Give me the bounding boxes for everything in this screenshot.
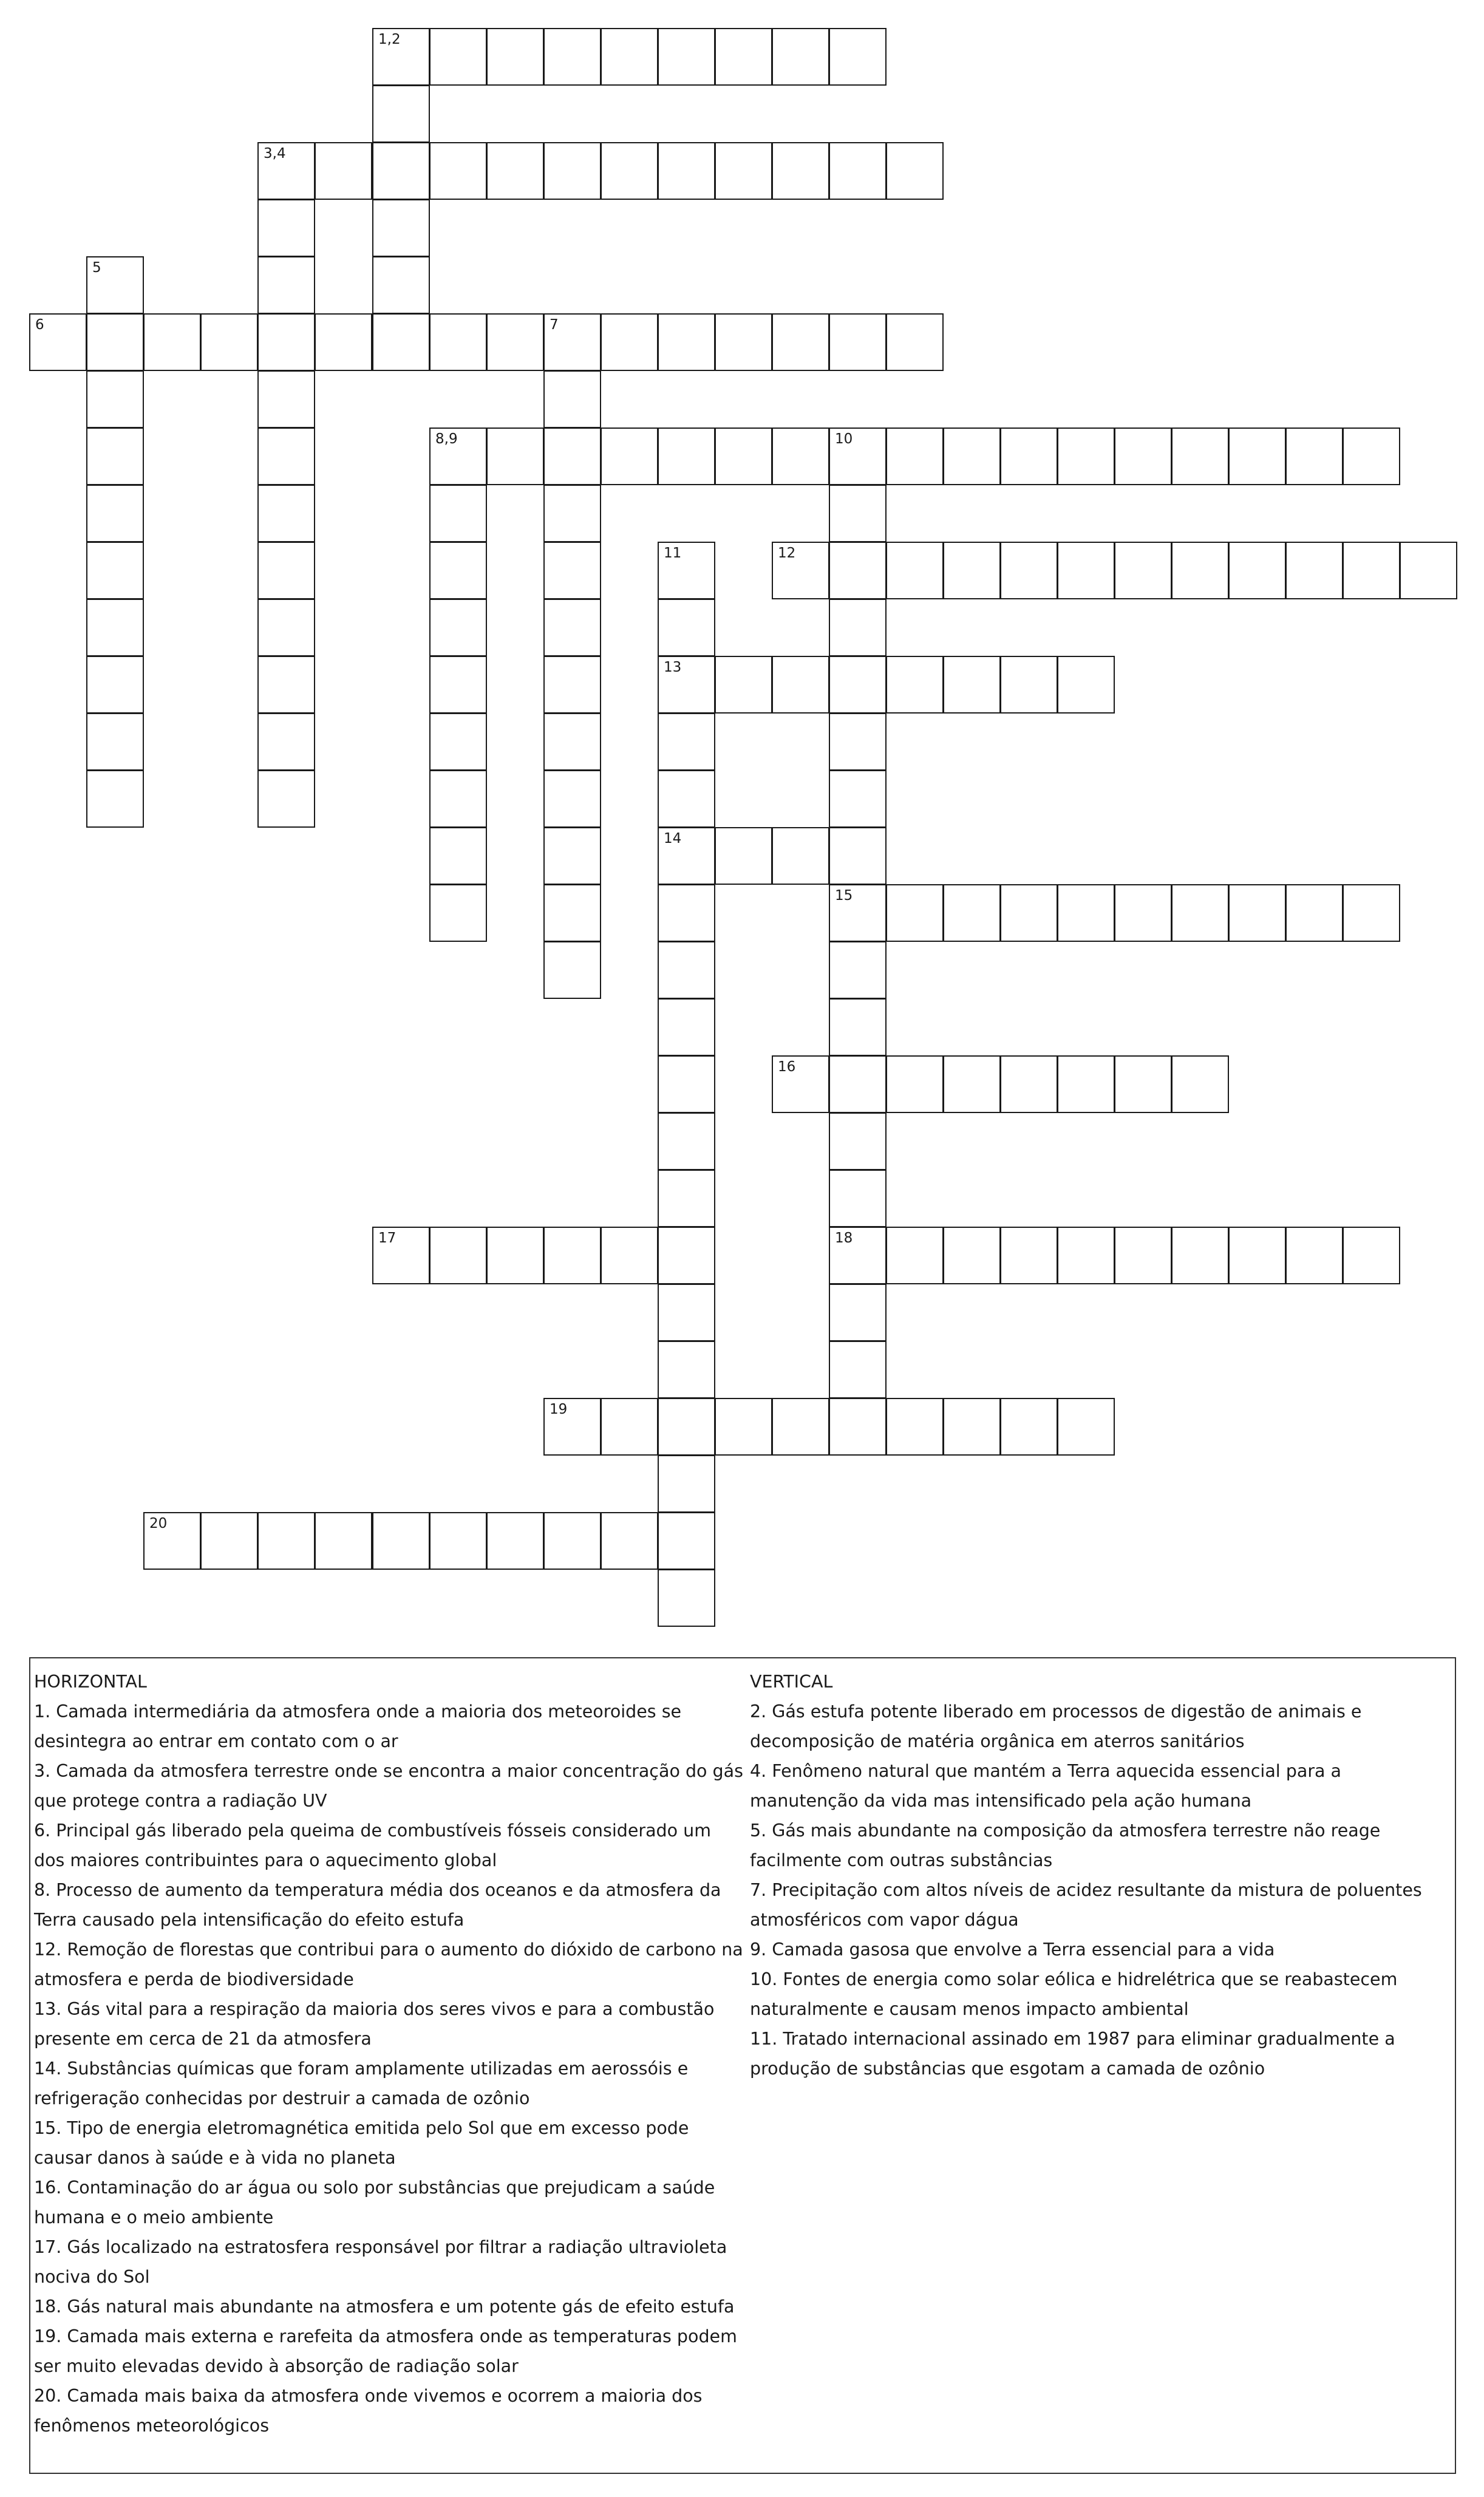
crossword-cell[interactable]: [772, 542, 829, 599]
across-heading: HORIZONTAL: [34, 1672, 147, 1692]
crossword-cell[interactable]: [715, 28, 772, 86]
crossword-cell[interactable]: [772, 1055, 829, 1113]
crossword-cell[interactable]: [257, 656, 315, 714]
crossword-cell[interactable]: [86, 313, 144, 371]
crossword-cell[interactable]: [601, 1227, 658, 1284]
crossword-cell[interactable]: [772, 1398, 829, 1456]
crossword-cell[interactable]: [543, 770, 601, 828]
crossword-cell[interactable]: [372, 1512, 430, 1570]
crossword-cell[interactable]: [1343, 1227, 1400, 1284]
across-clue: 18. Gás natural mais abundante na atmosfera e um potente gás de efeito estufa: [34, 2297, 735, 2317]
crossword-cell[interactable]: [429, 770, 487, 828]
crossword-cell[interactable]: [543, 941, 601, 999]
across-clue: 17. Gás localizado na estratosfera responsável por filtrar a radiação ultravioleta nociva do Sol: [34, 2237, 727, 2287]
crossword-cell[interactable]: [1171, 428, 1229, 485]
crossword-cell[interactable]: [1228, 428, 1286, 485]
crossword-cell[interactable]: [1000, 542, 1058, 599]
across-clue: 20. Camada mais baixa da atmosfera onde vivemos e ocorrem a maioria dos fenômenos meteorológicos: [34, 2386, 703, 2436]
down-clue: 11. Tratado internacional assinado em 1987 para eliminar gradualmente a produção de substâncias que esgotam a camada de ozônio: [750, 2029, 1395, 2079]
crossword-cell[interactable]: [1285, 1227, 1343, 1284]
crossword-cell[interactable]: [715, 142, 772, 200]
crossword-cell[interactable]: [429, 713, 487, 771]
crossword-cell[interactable]: [1285, 428, 1343, 485]
crossword-cell[interactable]: [829, 485, 887, 542]
crossword-cell[interactable]: [86, 770, 144, 828]
crossword-cell[interactable]: [658, 827, 715, 885]
crossword-cell[interactable]: [886, 1227, 944, 1284]
crossword-cell[interactable]: [372, 1227, 430, 1284]
crossword-cell[interactable]: [829, 542, 887, 599]
crossword-cell[interactable]: [429, 142, 487, 200]
crossword-cell[interactable]: [372, 313, 430, 371]
crossword-cell[interactable]: [772, 28, 829, 86]
down-clue: 5. Gás mais abundante na composição da atmosfera terrestre não reage facilmente com outras substâncias: [750, 1821, 1381, 1870]
crossword-cell[interactable]: [1000, 428, 1058, 485]
crossword-cell[interactable]: [829, 599, 887, 656]
down-clue: 10. Fontes de energia como solar eólica e hidrelétrica que se reabastecem naturalmente e causam menos impacto ambiental: [750, 1969, 1398, 2019]
crossword-cell[interactable]: [658, 941, 715, 999]
crossword-cell[interactable]: [315, 1512, 372, 1570]
crossword-cell[interactable]: [1400, 542, 1457, 599]
crossword-cell[interactable]: [829, 656, 887, 714]
crossword-cell[interactable]: [1171, 1227, 1229, 1284]
crossword-cell[interactable]: [829, 1112, 887, 1170]
crossword-cell[interactable]: [658, 1055, 715, 1113]
crossword-cell[interactable]: [429, 1512, 487, 1570]
across-clue: 12. Remoção de florestas que contribui para o aumento do dióxido de carbono na atmosfera e perda de biodiversidade: [34, 1940, 743, 1989]
crossword-cell[interactable]: [1114, 428, 1172, 485]
crossword-cell[interactable]: [829, 827, 887, 885]
crossword-cell[interactable]: [829, 428, 887, 485]
crossword-cell[interactable]: [658, 1512, 715, 1570]
crossword-cell[interactable]: [1228, 1227, 1286, 1284]
clue-number: 7: [550, 317, 559, 333]
clue-number: 12: [778, 545, 796, 561]
crossword-cell[interactable]: [86, 428, 144, 485]
crossword-cell[interactable]: [658, 428, 715, 485]
crossword-cell[interactable]: [486, 28, 544, 86]
crossword-cell[interactable]: [486, 142, 544, 200]
crossword-cell[interactable]: [658, 28, 715, 86]
across-clue: 14. Substâncias químicas que foram amplamente utilizadas em aerossóis e refrigeração conhecidas por destruir a camada de ozônio: [34, 2059, 689, 2108]
crossword-cell[interactable]: [658, 142, 715, 200]
crossword-cell[interactable]: [372, 85, 430, 143]
across-clue: 1. Camada intermediária da atmosfera onde a maioria dos meteoroides se desintegra ao entrar em contato com o ar: [34, 1702, 682, 1751]
crossword-cell[interactable]: [257, 142, 315, 200]
crossword-cell[interactable]: [658, 1455, 715, 1513]
crossword-cell[interactable]: [543, 1227, 601, 1284]
crossword-cell[interactable]: [86, 256, 144, 314]
crossword-cell[interactable]: [429, 485, 487, 542]
across-clue: 13. Gás vital para a respiração da maioria dos seres vivos e para a combustão presente em cerca de 21 da atmosfera: [34, 1999, 715, 2049]
crossword-cell[interactable]: [486, 428, 544, 485]
crossword-cell[interactable]: [601, 1512, 658, 1570]
across-clues: [34, 1667, 744, 2441]
crossword-cell[interactable]: [543, 656, 601, 714]
crossword-cell[interactable]: [658, 542, 715, 599]
crossword-cell[interactable]: [429, 313, 487, 371]
crossword-cell[interactable]: [1057, 1055, 1115, 1113]
crossword-cell[interactable]: [1000, 656, 1058, 714]
crossword-cell[interactable]: [257, 485, 315, 542]
crossword-cell[interactable]: [658, 713, 715, 771]
crossword-cell[interactable]: [486, 313, 544, 371]
crossword-cell[interactable]: [943, 1055, 1001, 1113]
crossword-cell[interactable]: [658, 1227, 715, 1284]
crossword-cell[interactable]: [715, 656, 772, 714]
crossword-cell[interactable]: [429, 542, 487, 599]
crossword-cell[interactable]: [1000, 1055, 1058, 1113]
clue-number: 17: [378, 1230, 397, 1246]
clue-number: 13: [664, 659, 682, 675]
crossword-cell[interactable]: [200, 1512, 258, 1570]
crossword-cell[interactable]: [29, 313, 87, 371]
crossword-cell[interactable]: [86, 656, 144, 714]
crossword-cell[interactable]: [429, 827, 487, 885]
crossword-cell[interactable]: [829, 1055, 887, 1113]
crossword-cell[interactable]: [1057, 1398, 1115, 1456]
crossword-cell[interactable]: [772, 142, 829, 200]
crossword-cell[interactable]: [543, 713, 601, 771]
clue-number: 16: [778, 1059, 796, 1075]
crossword-cell[interactable]: [372, 142, 430, 200]
crossword-cell[interactable]: [1114, 1055, 1172, 1113]
crossword-cell[interactable]: [829, 998, 887, 1056]
crossword-cell[interactable]: [658, 998, 715, 1056]
crossword-cell[interactable]: [829, 1227, 887, 1284]
crossword-cell[interactable]: [886, 1398, 944, 1456]
crossword-cell[interactable]: [601, 313, 658, 371]
crossword-cell[interactable]: [257, 313, 315, 371]
crossword-cell[interactable]: [601, 1398, 658, 1456]
clue-number: 5: [92, 260, 101, 276]
crossword-cell[interactable]: [1343, 884, 1400, 942]
crossword-cell[interactable]: [543, 370, 601, 428]
clue-number: 1,2: [378, 32, 401, 47]
crossword-cell[interactable]: [943, 1398, 1001, 1456]
crossword-cell[interactable]: [943, 884, 1001, 942]
crossword-cell[interactable]: [1057, 542, 1115, 599]
crossword-cell[interactable]: [601, 142, 658, 200]
crossword-cell[interactable]: [1000, 1398, 1058, 1456]
clue-number: 11: [664, 545, 682, 561]
crossword-cell[interactable]: [257, 370, 315, 428]
crossword-cell[interactable]: [543, 884, 601, 942]
crossword-cell[interactable]: [829, 28, 887, 86]
crossword-cell[interactable]: [486, 1227, 544, 1284]
across-clue: 15. Tipo de energia eletromagnética emitida pelo Sol que em excesso pode causar danos à saúde e à vida no planeta: [34, 2118, 689, 2168]
crossword-cell[interactable]: [257, 428, 315, 485]
crossword-cell[interactable]: [143, 313, 201, 371]
crossword-cell[interactable]: [886, 656, 944, 714]
crossword-cell[interactable]: [772, 656, 829, 714]
crossword-cell[interactable]: [86, 370, 144, 428]
crossword-cell[interactable]: [1228, 884, 1286, 942]
across-clue: 16. Contaminação do ar água ou solo por substâncias que prejudicam a saúde humana e o meio ambiente: [34, 2178, 715, 2227]
crossword-cell[interactable]: [715, 1398, 772, 1456]
clue-number: 3,4: [264, 146, 286, 162]
crossword-cell[interactable]: [1114, 542, 1172, 599]
crossword-cell[interactable]: [86, 599, 144, 656]
crossword-cell[interactable]: [486, 1512, 544, 1570]
clue-number: 14: [664, 831, 682, 847]
crossword-cell[interactable]: [257, 1512, 315, 1570]
crossword-cell[interactable]: [1057, 884, 1115, 942]
crossword-cell[interactable]: [715, 827, 772, 885]
down-clue: 2. Gás estufa potente liberado em processos de digestão de animais e decomposição de matéria orgânica em aterros sanitários: [750, 1702, 1362, 1751]
crossword-cell[interactable]: [829, 1341, 887, 1398]
crossword-cell[interactable]: [1171, 542, 1229, 599]
crossword-cell[interactable]: [886, 142, 944, 200]
crossword-cell[interactable]: [1057, 1227, 1115, 1284]
clue-number: 15: [835, 888, 853, 904]
crossword-cell[interactable]: [1114, 884, 1172, 942]
crossword-cell[interactable]: [543, 313, 601, 371]
crossword-cell[interactable]: [829, 313, 887, 371]
crossword-cell[interactable]: [601, 428, 658, 485]
crossword-cell[interactable]: [1000, 884, 1058, 942]
crossword-cell[interactable]: [943, 542, 1001, 599]
crossword-cell[interactable]: [257, 599, 315, 656]
crossword-cell[interactable]: [543, 542, 601, 599]
crossword-cell[interactable]: [543, 28, 601, 86]
crossword-cell[interactable]: [143, 1512, 201, 1570]
crossword-cell[interactable]: [943, 1227, 1001, 1284]
down-clue: 4. Fenômeno natural que mantém a Terra aquecida essencial para a manutenção da vida mas intensificado pela ação humana: [750, 1761, 1342, 1811]
crossword-cell[interactable]: [257, 713, 315, 771]
down-clue: 7. Precipitação com altos níveis de acidez resultante da mistura de poluentes atmosféricos com vapor dágua: [750, 1880, 1422, 1930]
crossword-cell[interactable]: [829, 1170, 887, 1227]
across-clue: 19. Camada mais externa e rarefeita da atmosfera onde as temperaturas podem ser muito elevadas devido à absorção de radiação solar: [34, 2326, 737, 2376]
crossword-cell[interactable]: [658, 1170, 715, 1227]
crossword-cell[interactable]: [1343, 542, 1400, 599]
clue-number: 10: [835, 431, 853, 447]
crossword-cell[interactable]: [315, 142, 372, 200]
crossword-cell[interactable]: [429, 884, 487, 942]
crossword-cell[interactable]: [372, 199, 430, 257]
across-clue: 3. Camada da atmosfera terrestre onde se encontra a maior concentração do gás que protege contra a radiação UV: [34, 1761, 743, 1811]
crossword-cell[interactable]: [829, 142, 887, 200]
crossword-cell[interactable]: [1057, 656, 1115, 714]
crossword-cell[interactable]: [429, 28, 487, 86]
crossword-cell[interactable]: [429, 1227, 487, 1284]
crossword-cell[interactable]: [772, 827, 829, 885]
crossword-cell[interactable]: [658, 1341, 715, 1398]
clues-box: [29, 1657, 1456, 2474]
crossword-cell[interactable]: [829, 1284, 887, 1341]
crossword-cell[interactable]: [658, 1398, 715, 1456]
crossword-cell[interactable]: [429, 599, 487, 656]
clue-number: 19: [550, 1402, 568, 1417]
crossword-cell[interactable]: [886, 1055, 944, 1113]
down-clues: [750, 1667, 1448, 2083]
crossword-cell[interactable]: [943, 428, 1001, 485]
crossword-cell[interactable]: [1000, 1227, 1058, 1284]
crossword-cell[interactable]: [658, 656, 715, 714]
crossword-cell[interactable]: [1285, 884, 1343, 942]
crossword-cell[interactable]: [886, 542, 944, 599]
crossword-cell[interactable]: [829, 941, 887, 999]
crossword-cell[interactable]: [543, 1398, 601, 1456]
crossword-cell[interactable]: [257, 199, 315, 257]
clue-number: 8,9: [435, 431, 458, 447]
crossword-cell[interactable]: [658, 884, 715, 942]
crossword-cell[interactable]: [1171, 884, 1229, 942]
crossword-cell[interactable]: [658, 1284, 715, 1341]
crossword-cell[interactable]: [829, 770, 887, 828]
crossword-cell[interactable]: [715, 313, 772, 371]
crossword-cell[interactable]: [886, 428, 944, 485]
crossword-cell[interactable]: [543, 599, 601, 656]
crossword-cell[interactable]: [429, 428, 487, 485]
crossword-cell[interactable]: [1285, 542, 1343, 599]
crossword-cell[interactable]: [601, 28, 658, 86]
crossword-cell[interactable]: [1114, 1227, 1172, 1284]
crossword-cell[interactable]: [829, 1398, 887, 1456]
crossword-cell[interactable]: [1228, 542, 1286, 599]
clue-number: 6: [35, 317, 44, 333]
crossword-cell[interactable]: [86, 485, 144, 542]
across-clue: 6. Principal gás liberado pela queima de combustíveis fósseis considerado um dos maiores contribuintes para o aquecimento global: [34, 1821, 711, 1870]
crossword-cell[interactable]: [372, 256, 430, 314]
crossword-cell[interactable]: [1057, 428, 1115, 485]
crossword-cell[interactable]: [658, 770, 715, 828]
crossword-cell[interactable]: [658, 599, 715, 656]
down-clue: 9. Camada gasosa que envolve a Terra essencial para a vida: [750, 1940, 1275, 1960]
crossword-cell[interactable]: [1171, 1055, 1229, 1113]
crossword-cell[interactable]: [257, 256, 315, 314]
crossword-cell[interactable]: [829, 884, 887, 942]
crossword-cell[interactable]: [829, 713, 887, 771]
crossword-cell[interactable]: [943, 656, 1001, 714]
crossword-cell[interactable]: [257, 770, 315, 828]
crossword-cell[interactable]: [86, 713, 144, 771]
crossword-cell[interactable]: [429, 656, 487, 714]
crossword-cell[interactable]: [658, 1112, 715, 1170]
crossword-cell[interactable]: [543, 142, 601, 200]
crossword-cell[interactable]: [543, 428, 601, 485]
crossword-cell[interactable]: [886, 313, 944, 371]
crossword-cell[interactable]: [658, 1569, 715, 1627]
crossword-cell[interactable]: [543, 827, 601, 885]
crossword-cell[interactable]: [543, 485, 601, 542]
down-heading: VERTICAL: [750, 1672, 833, 1692]
clue-number: 18: [835, 1230, 853, 1246]
crossword-cell[interactable]: [86, 542, 144, 599]
crossword-cell[interactable]: [543, 1512, 601, 1570]
crossword-cell[interactable]: [772, 313, 829, 371]
crossword-cell[interactable]: [886, 884, 944, 942]
crossword-cell[interactable]: [200, 313, 258, 371]
crossword-cell[interactable]: [658, 313, 715, 371]
crossword-cell[interactable]: [372, 28, 430, 86]
across-clue: 8. Processo de aumento da temperatura média dos oceanos e da atmosfera da Terra causado pela intensificação do efeito estufa: [34, 1880, 721, 1930]
crossword-cell[interactable]: [715, 428, 772, 485]
crossword-cell[interactable]: [257, 542, 315, 599]
crossword-cell[interactable]: [1343, 428, 1400, 485]
crossword-cell[interactable]: [772, 428, 829, 485]
clue-number: 20: [149, 1516, 168, 1531]
crossword-cell[interactable]: [315, 313, 372, 371]
